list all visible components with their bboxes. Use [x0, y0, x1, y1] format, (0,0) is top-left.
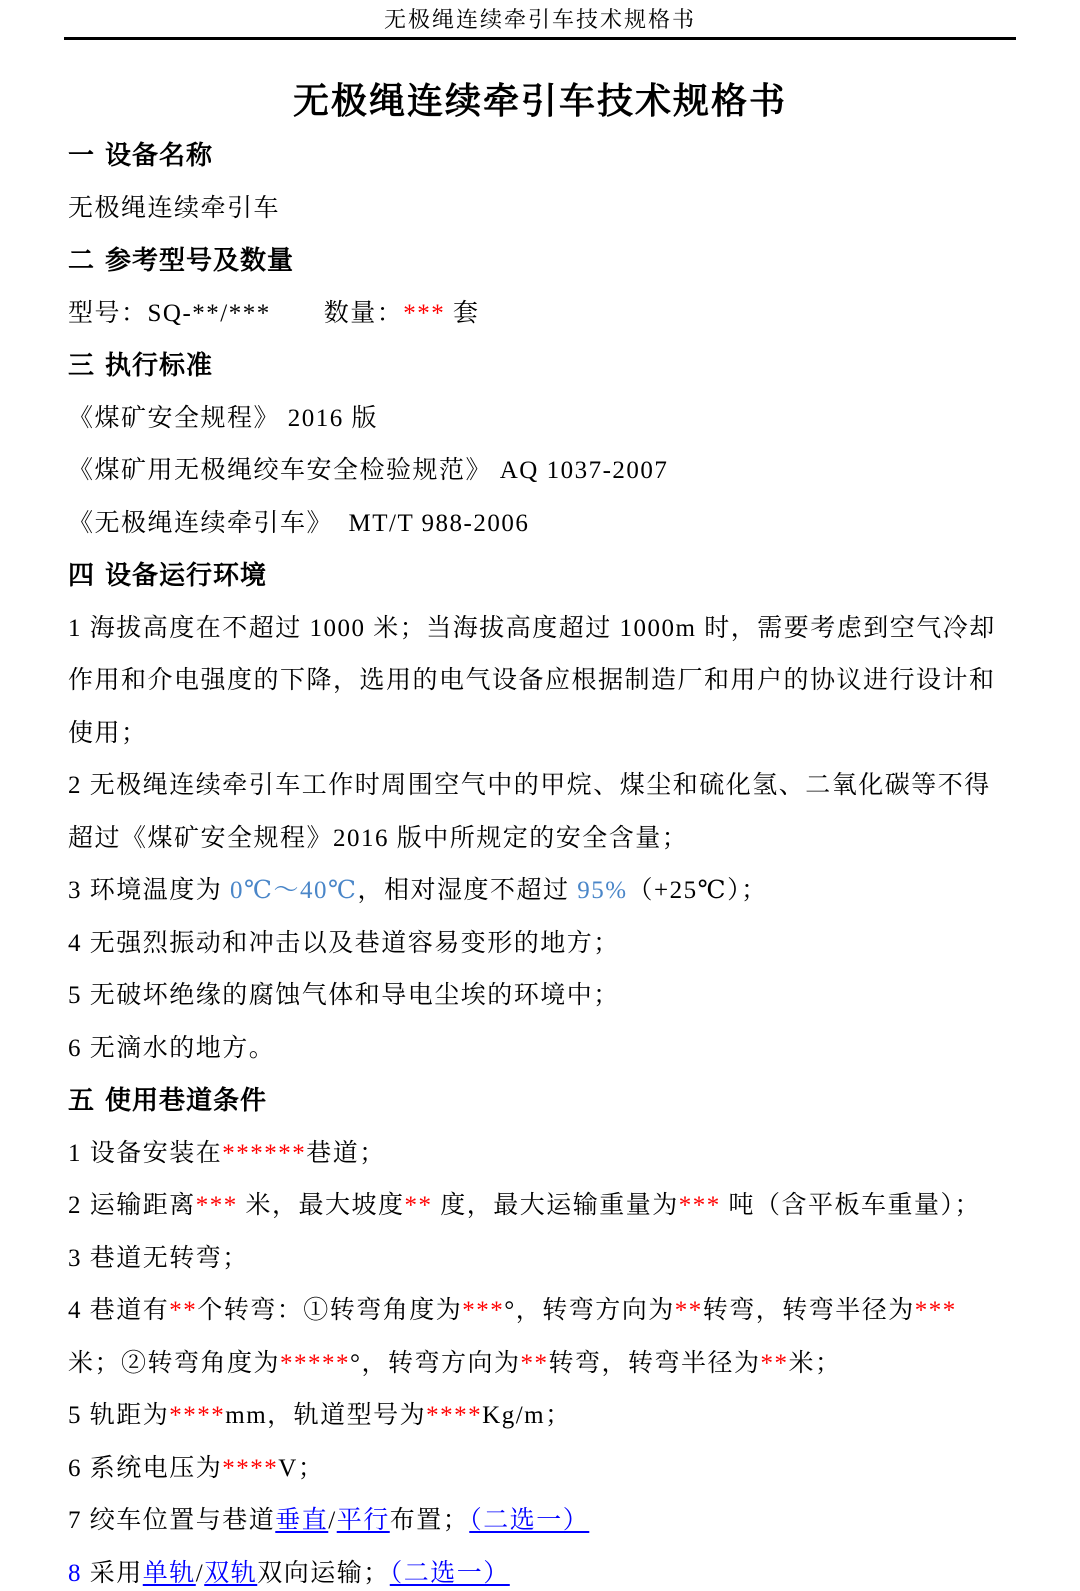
option-number: 8: [68, 1559, 82, 1587]
option-text: （二选一）: [389, 1559, 510, 1587]
text-run: 无极绳连续牵引车: [68, 194, 281, 222]
text-run: 4 巷道有: [68, 1297, 170, 1324]
text-line: [68, 970, 1022, 1023]
text-run: 4 无强烈振动和冲击以及巷道容易变形的地方；: [68, 929, 620, 957]
document-title: 无极绳连续牵引车技术规格书: [292, 81, 787, 121]
text-run: 转弯，转弯半径为: [702, 1297, 915, 1324]
text-run: 6 无滴水的地方。: [68, 1034, 276, 1062]
text-line: [68, 1128, 1022, 1181]
text-run: 三 执行标准: [68, 351, 214, 381]
text-line: [68, 445, 1022, 498]
placeholder-asterisks: ******: [222, 1139, 307, 1167]
placeholder-asterisks: *****: [280, 1349, 351, 1377]
text-line: [68, 1390, 1022, 1443]
text-run: 采用: [82, 1559, 143, 1587]
text-run: V；: [278, 1454, 325, 1482]
text-line: [68, 288, 1022, 341]
text-run: 使用；: [68, 719, 148, 747]
text-run: 《煤矿用无极绳绞车安全检验规范》 AQ 1037-2007: [68, 457, 669, 484]
text-line: [68, 1495, 1022, 1548]
text-run: 7 绞车位置与巷道: [68, 1507, 276, 1534]
text-run: Kg/m；: [482, 1402, 572, 1429]
text-run: mm，轨道型号为: [225, 1402, 427, 1429]
text-run: /: [195, 1559, 205, 1587]
text-line: [68, 918, 1022, 971]
placeholder-asterisks: **: [404, 1192, 433, 1219]
env-value: 0℃～40℃: [230, 877, 358, 904]
text-line: [68, 1180, 1022, 1233]
text-line: [68, 1023, 1022, 1076]
text-run: 套: [445, 299, 480, 327]
text-run: 吨（含平板车重量）；: [720, 1192, 982, 1219]
text-run: 2 无极绳连续牵引车工作时周围空气中的甲烷、煤尘和硫化氢、二氧化碳等不得: [68, 772, 991, 799]
text-line: [68, 1285, 1022, 1338]
text-run: 3 巷道无转弯；: [68, 1244, 249, 1272]
placeholder-asterisks: **: [760, 1349, 789, 1377]
placeholder-asterisks: ****: [169, 1402, 226, 1429]
text-run: °，转弯方向为: [350, 1349, 521, 1377]
placeholder-asterisks: ***: [678, 1192, 721, 1219]
text-line: [68, 603, 1022, 656]
section-heading: [68, 340, 1022, 393]
placeholder-asterisks: ****: [426, 1402, 483, 1429]
text-run: 《无极绳连续牵引车》 MT/T 988-2006: [68, 509, 530, 537]
text-run: 五 使用巷道条件: [68, 1086, 268, 1116]
section-heading: [68, 1075, 1022, 1128]
text-line: [68, 498, 1022, 551]
placeholder-asterisks: ***: [195, 1192, 238, 1219]
text-run: 双向运输；: [257, 1559, 390, 1587]
text-line: [68, 1443, 1022, 1496]
text-run: 5 无破坏绝缘的腐蚀气体和导电尘埃的环境中；: [68, 982, 620, 1009]
text-run: /: [328, 1507, 337, 1534]
text-run: 度，最大运输重量为: [432, 1192, 679, 1219]
header-text: 无极绳连续牵引车技术规格书: [383, 7, 696, 32]
text-run: 个转弯：①转弯角度为: [197, 1297, 463, 1324]
option-text: 单轨: [142, 1559, 196, 1587]
text-line: [68, 1233, 1022, 1286]
placeholder-asterisks: ***: [403, 299, 446, 327]
text-line: [68, 393, 1022, 446]
env-value: 95%: [577, 877, 628, 904]
text-line: [68, 1548, 1022, 1591]
option-text: （二选一）: [469, 1507, 590, 1534]
placeholder-asterisks: **: [674, 1297, 703, 1324]
text-run: 巷道；: [306, 1139, 386, 1167]
placeholder-asterisks: **: [169, 1297, 198, 1324]
text-run: 5 轨距为: [68, 1402, 170, 1429]
text-run: 1 设备安装在: [68, 1139, 223, 1167]
text-run: °，转弯方向为: [504, 1297, 675, 1324]
text-run: 二 参考型号及数量: [68, 246, 295, 276]
placeholder-asterisks: ***: [914, 1297, 957, 1324]
text-run: 6 系统电压为: [68, 1454, 223, 1482]
placeholder-asterisks: ***: [462, 1297, 505, 1324]
text-line: [68, 813, 1022, 866]
text-line: [68, 865, 1022, 918]
section-heading: [68, 130, 1022, 183]
text-run: 超过《煤矿安全规程》2016 版中所规定的安全含量；: [68, 824, 689, 852]
section-heading: [68, 550, 1022, 603]
text-run: 四 设备运行环境: [68, 561, 268, 591]
placeholder-asterisks: **: [520, 1349, 549, 1377]
placeholder-asterisks: ****: [222, 1454, 279, 1482]
text-run: 《煤矿安全规程》 2016 版: [68, 404, 379, 432]
text-run: 转弯，转弯半径为: [548, 1349, 761, 1377]
text-run: 2 运输距离: [68, 1192, 196, 1219]
option-text: 平行: [336, 1507, 390, 1534]
text-run: 型号：SQ-**/*** 数量：: [68, 299, 404, 327]
page-header: [64, 0, 1016, 40]
text-run: 一 设备名称: [68, 141, 214, 171]
text-run: 布置；: [389, 1507, 470, 1534]
text-line: [68, 655, 1022, 708]
text-run: 米；: [788, 1349, 842, 1377]
text-line: [68, 183, 1022, 236]
text-line: [68, 760, 1022, 813]
text-run: 米，最大坡度: [237, 1192, 405, 1219]
text-run: 米；②转弯角度为: [68, 1349, 281, 1377]
text-run: ，相对湿度不超过: [357, 877, 578, 904]
option-text: 双轨: [204, 1559, 258, 1587]
section-heading: [68, 235, 1022, 288]
option-text: 垂直: [275, 1507, 329, 1534]
text-line: [68, 708, 1022, 761]
document-content: [68, 130, 1022, 1591]
text-run: 3 环境温度为: [68, 877, 231, 904]
text-line: [68, 1338, 1022, 1391]
text-run: 作用和介电强度的下降，选用的电气设备应根据制造厂和用户的协议进行设计和: [68, 667, 996, 694]
text-run: （+25℃）；: [627, 877, 768, 904]
text-run: 1 海拔高度在不超过 1000 米；当海拔高度超过 1000m 时，需要考虑到空气冷却: [68, 614, 996, 642]
